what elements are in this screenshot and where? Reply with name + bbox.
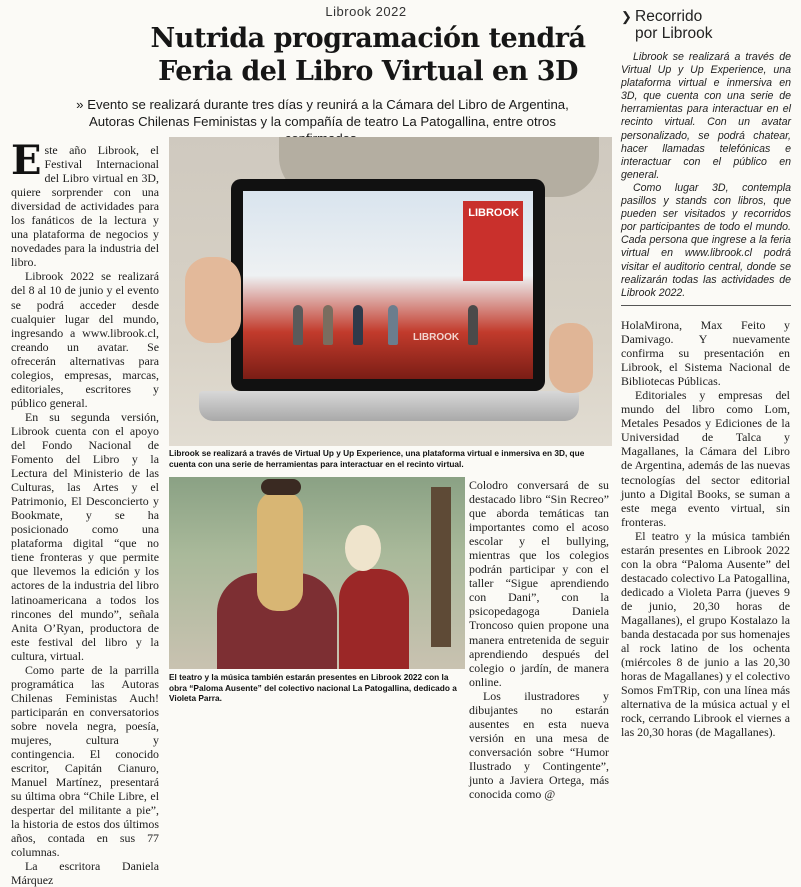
headline [118, 22, 618, 88]
avatar-figure [323, 305, 333, 345]
drop-cap: E [11, 137, 42, 184]
article-paragraph: Como parte de la parrilla programática las Autoras Chilenas Feministas Auch! participarán en conversatorios sobre novela negra, poesía, mujeres, cultura y contingencia. El conocido escritor, Capitán Cianuro, Manuel Martínez, presentará su última obra “Chile Libre, el despertar del militante a pie”, la historia de estos dos últimos años, contada en sus 77 columnas. [11, 662, 159, 860]
article-paragraph: Editoriales y empresas del mundo del libro como Lom, Metales Pesados y Ediciones de la Universidad de Talca y Magallanes, la Cámara del Libro de Argentina, además de las nuevas tecnologías del sector editorial junto a Digital Books, se suman a este mega evento virtual, sin fronteras. [621, 388, 790, 529]
photo-laptop-caption: Librook se realizará a través de Virtual Up y Up Experience, una plataforma virtual e inmersiva en 3D, que cuenta con una serie de herramientas para interactuar en el recinto virtual. [169, 446, 612, 476]
sidebar [621, 8, 791, 306]
avatar-figure [388, 305, 398, 345]
article-paragraph: Librook 2022 se realizará del 8 al 10 de junio y el evento se podrá acceder desde cualquier lugar del mundo, ingresando a www.librook.cl, creando un avatar. Se ofrecerán alternativas para colegios, empresas, marcas, editoriales, escritores y público general. [11, 269, 159, 410]
booth-logo: LIBROOK [468, 207, 519, 219]
hand-shape [549, 323, 593, 393]
floor-logo: LIBROOK [413, 332, 460, 343]
photo-laptop [169, 137, 612, 473]
sidebar-title [621, 8, 791, 42]
headline-line-2: Feria del Libro Virtual en 3D [158, 56, 578, 87]
article-paragraph: El teatro y la música también estarán presentes en Librook 2022 con la obra “Paloma Ausente” del destacado colectivo La Patogallina, dedicado a Violeta Parra (jueves 9 de junio, 20,30 horas de Magallanes), el grupo Kostalazo la banda destacada por sus homenajes al rock latino de los ochenta (miércoles 8 de junio a las 20,30 horas de Magallanes) y el colectivo Somos FmTRip, con una línea más alternativa de la música actual y el rock, cerrando Librook el viernes a las 20,30 horas (de Magallanes). [621, 528, 790, 740]
avatar-figure [468, 305, 478, 345]
hand-shape [185, 257, 241, 343]
article-paragraph [11, 137, 159, 270]
sidebar-paragraph: Como lugar 3D, contempla pasillos y stands con libros, que pueden ser visitados y recorridos por participantes de todo el mundo. Cada persona que ingrese a la feria virtual en www.librook.cl podrá visitar el auditorio central, donde se realizarán todas las actividades de Librook 2022. [621, 181, 791, 299]
sidebar-divider [621, 305, 791, 306]
article-column-3 [469, 478, 609, 802]
kicker: Librook 2022 [325, 4, 407, 19]
subhead-text: Evento se realizará durante tres días y reunirá a la Cámara del Libro de Argentina, Autoras Chilenas Feministas y la compañía de teatro La Patogallina, entre otros [87, 97, 569, 129]
sidebar-title-line-2: por Librook [635, 25, 713, 42]
photo-puppets [169, 477, 465, 669]
puppet-body [339, 569, 409, 669]
tree-trunk [431, 487, 451, 647]
mask-head [345, 525, 381, 571]
guitar-puppet [257, 491, 303, 611]
headline-line-1: Nutrida programación tendrá [150, 23, 586, 54]
puppet-hat [261, 479, 301, 495]
article-paragraph: La escritora Daniela Márquez [11, 859, 159, 887]
laptop-screen [231, 179, 545, 391]
avatar-figure [353, 305, 363, 345]
article-column-4 [621, 318, 790, 740]
sidebar-body [621, 51, 791, 300]
avatar-figure [293, 305, 303, 345]
article-paragraph: Colodro conversará de su destacado libro “Sin Recreo” que aborda temáticas tan importantes como el acoso escolar y el bullying, mientras que los colegios podrán participar y con el taller “Sigue aprendiendo con Dani”, con la psicopedagoga Daniela Troncoso quien propone una manera entretenida de seguir aprendiendo después del colegio o jardín, de manera online. [469, 478, 609, 689]
article-paragraph: Los ilustradores y dibujantes no estarán ausentes en esta nueva versión en una mesa de conversación sobre “Humor Ilustrado y Contingente”, junto a Javiera Ortega, más conocida como @ [469, 688, 609, 802]
article-paragraph: En su segunda versión, Librook cuenta con el apoyo del Fondo Nacional de Fomento del Libro y la Lectura del Ministerio de las Culturas, las Artes y el Patrimonio, El Desconcierto y Bookmate, y se ha posicionado como una plataforma digital “que no tiene fronteras y que permite que llevemos la edición y los actores de la industria del libro latinoamericana a todos los rincones del mundo”, señala Anita O’Ryan, productora de este festival del libro y la cultura, virtual. [11, 409, 159, 663]
article-column-1 [11, 137, 159, 887]
lead-text: ste año Librook, el Festival Internacional del Libro virtual en 3D, quiere sorprender con una diversidad de actividades para los fanáticos de la lectura y una plataforma de negocios y novedades para la industria del libro. [11, 143, 159, 270]
double-chevron-right-icon: » [76, 97, 84, 112]
chevron-right-icon: ❯ [621, 9, 632, 24]
photo-puppets-caption: El teatro y la música también estarán presentes en Librook 2022 con la obra “Paloma Ausente” del colectivo nacional La Patogallina, dedicado a Violeta Parra. [169, 672, 457, 703]
laptop-keyboard [199, 391, 579, 421]
virtual-fair-display [243, 191, 533, 379]
sidebar-title-line-1: Recorrido [635, 8, 703, 25]
article-paragraph: HolaMirona, Max Feito y Damivago. Y nuevamente confirma su presentación en Librook, el Sistema Nacional de Bibliotecas Públicas. [621, 318, 790, 389]
sidebar-paragraph: Librook se realizará a través de Virtual Up y Up Experience, una plataforma virtual e inmersiva en 3D, que cuenta con una serie de herramientas para interactuar en el recinto virtual. Con un avatar personalizado, se podrá chatear, hacer llamadas telefónicas e interactuar con el público en general. [621, 51, 791, 181]
